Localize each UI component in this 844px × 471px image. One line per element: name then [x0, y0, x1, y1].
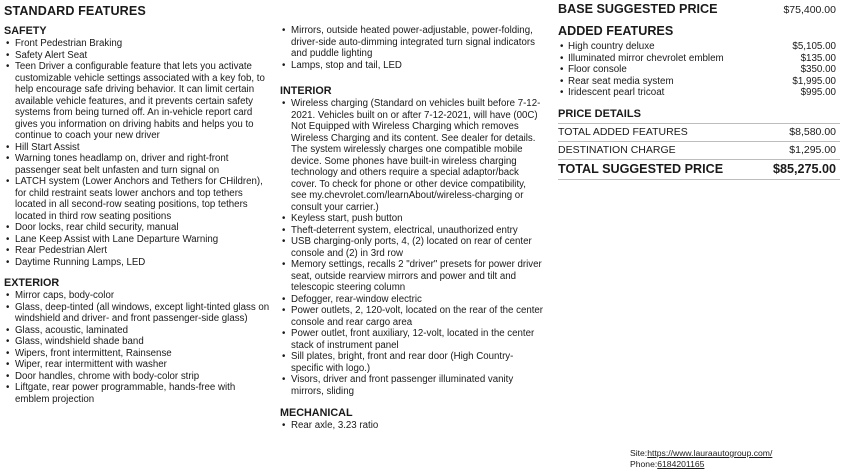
option-name: • Rear seat media system [558, 76, 674, 88]
safety-section-title: SAFETY [4, 25, 47, 37]
list-item: • Lane Keep Assist with Lane Departure Warning [4, 234, 272, 246]
base-price-row [558, 2, 840, 16]
destination-row [558, 141, 840, 159]
list-item [558, 53, 840, 65]
interior-list [280, 98, 544, 397]
added-features-title: ADDED FEATURES [558, 24, 674, 38]
site-label: Site: [630, 448, 648, 458]
list-item: • Daytime Running Lamps, LED [4, 257, 272, 269]
list-item: • Wireless charging (Standard on vehicles built before 7-12-2021. Vehicles built on or after 7-12-2021, will have (00C) Not Equipped with Wireless Charging which removes Wireless Charging and its content. See dealer for details. The system wirelessly charges one compatible mobile device. Some phones have built-in wireless charging technology and others require a special adaptor/back cover. To check for phone or other device compatibility, see my.chevrolet.com/learnAbout/wireless-charging or consult your carrier.) [280, 98, 544, 213]
option-name: • Floor console [558, 64, 627, 76]
list-item: • Power outlets, 2, 120-volt, located on the rear of the center console and rear cargo area [280, 305, 544, 328]
total-price-row [558, 159, 840, 180]
option-price: $1,995.00 [792, 75, 836, 87]
list-item: • Warning tones headlamp on, driver and right-front passenger seat belt unfasten and turn signal on [4, 153, 272, 176]
list-item: • LATCH system (Lower Anchors and Tethers for CHildren), for child restraint seats lower anchors and top tethers located in all second-row seating positions, top tethers located in third row seating positions [4, 176, 272, 222]
total-added-label: TOTAL ADDED FEATURES [558, 126, 688, 139]
list-item: • Mirror caps, body-color [4, 290, 272, 302]
option-name: • Iridescent pearl tricoat [558, 87, 664, 99]
option-price: $5,105.00 [792, 41, 836, 52]
list-item: • USB charging-only ports, 4, (2) located on rear of center console and (2) in 3rd row [280, 236, 544, 259]
phone-link[interactable]: 6184201165 [657, 458, 705, 469]
list-item: • Teen Driver a configurable feature that lets you activate customizable vehicle settings associated with a key fob, to help encourage safe driving behavior. It can limit certain available vehicle features, and it prevents certain safety systems from being turned off. An in-vehicle report card gives you information on driving habits and helps you to continue to coach your new driver [4, 61, 272, 142]
list-item [558, 41, 840, 53]
list-item: • Liftgate, rear power programmable, hands-free with emblem projection [4, 382, 272, 405]
features-column-middle [280, 25, 544, 432]
list-item: • Rear axle, 3.23 ratio [280, 420, 544, 432]
list-item [558, 87, 840, 99]
option-price: $995.00 [800, 87, 836, 99]
features-column-left [4, 0, 272, 405]
total-added-row [558, 123, 840, 141]
destination-label: DESTINATION CHARGE [558, 144, 676, 157]
list-item: • Keyless start, push button [280, 213, 544, 225]
list-item: • Door handles, chrome with body-color strip [4, 371, 272, 383]
pricing-column [558, 0, 840, 180]
list-item: • Front Pedestrian Braking [4, 38, 272, 50]
destination-value: $1,295.00 [789, 144, 836, 157]
list-item: • Mirrors, outside heated power-adjustable, power-folding, driver-side auto-dimming integrated turn signal indicators and puddle lighting [280, 25, 544, 60]
total-price-value: $85,275.00 [772, 162, 836, 177]
phone-line [630, 459, 772, 470]
list-item: • Power outlet, front auxiliary, 12-volt, located in the center stack of instrument panel [280, 328, 544, 351]
phone-label: Phone: [630, 458, 658, 469]
site-link[interactable]: https://www.lauraautogroup.com/ [647, 448, 773, 458]
list-item: • Visors, driver and front passenger illuminated vanity mirrors, sliding [280, 374, 544, 397]
list-item: • Glass, acoustic, laminated [4, 325, 272, 337]
interior-section-title: INTERIOR [280, 85, 332, 97]
total-added-value: $8,580.00 [789, 126, 836, 139]
list-item: • Theft-deterrent system, electrical, unauthorized entry [280, 225, 544, 237]
dealer-contact [630, 448, 772, 469]
list-item: • Memory settings, recalls 2 "driver" presets for power driver seat, outside rearview mirrors and power and tilt and telescopic steering column [280, 259, 544, 294]
exterior-section-title: EXTERIOR [4, 277, 60, 289]
list-item: • Door locks, rear child security, manual [4, 222, 272, 234]
list-item: • Wipers, front intermittent, Rainsense [4, 348, 272, 360]
list-item: • Defogger, rear-window electric [280, 294, 544, 306]
list-item: • Wiper, rear intermittent with washer [4, 359, 272, 371]
safety-list [4, 38, 272, 268]
exterior-list [4, 290, 272, 405]
added-features-list [558, 41, 840, 99]
site-line [630, 448, 772, 459]
option-price: $350.00 [800, 64, 836, 76]
total-price-label: TOTAL SUGGESTED PRICE [558, 162, 724, 177]
mechanical-list [280, 420, 544, 432]
list-item: • Safety Alert Seat [4, 50, 272, 62]
list-item: • Lamps, stop and tail, LED [280, 60, 544, 72]
standard-features-title: STANDARD FEATURES [4, 4, 146, 18]
option-name: • High country deluxe [558, 41, 655, 53]
list-item: • Sill plates, bright, front and rear door (High Country-specific with logo.) [280, 351, 544, 374]
exterior-list-continued [280, 25, 544, 71]
price-details-title: PRICE DETAILS [558, 107, 641, 120]
option-name: • Illuminated mirror chevrolet emblem [558, 53, 724, 65]
base-price-label: BASE SUGGESTED PRICE [558, 2, 718, 16]
option-price: $135.00 [800, 52, 836, 64]
list-item [558, 64, 840, 76]
mechanical-section-title: MECHANICAL [280, 407, 353, 419]
list-item: • Glass, windshield shade band [4, 336, 272, 348]
list-item [558, 76, 840, 88]
list-item: • Hill Start Assist [4, 142, 272, 154]
list-item: • Glass, deep-tinted (all windows, except light-tinted glass on windshield and driver- and front passenger-side glass) [4, 302, 272, 325]
list-item: • Rear Pedestrian Alert [4, 245, 272, 257]
base-price-value: $75,400.00 [783, 4, 836, 16]
